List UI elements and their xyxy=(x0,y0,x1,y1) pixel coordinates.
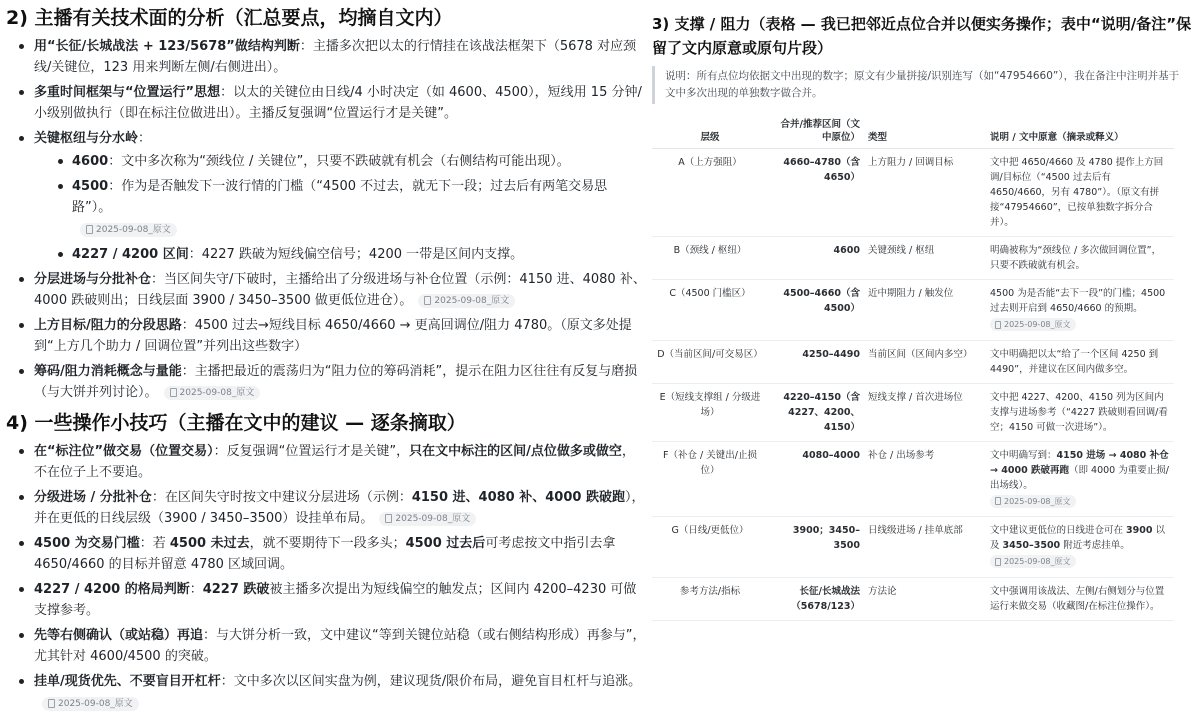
cell-range: 4250–4490 xyxy=(768,340,864,383)
list-item xyxy=(16,361,646,403)
cell-range: 4500–4660（含 4500） xyxy=(768,280,864,341)
cell-desc-text: 文中建议更低位的日线进仓可在 xyxy=(990,525,1127,536)
cell-level: A（上方强阻） xyxy=(652,149,768,237)
item-text: ： xyxy=(138,131,152,146)
item-bold: 4600 xyxy=(72,154,109,169)
section-2-heading: 2) 主播有关技术面的分析（汇总要点，均摘自文内） xyxy=(6,7,453,29)
item-bold: 在“标注位”做交易（位置交易） xyxy=(34,444,214,459)
source-chip[interactable] xyxy=(379,512,476,526)
cell-desc-text: 以及 xyxy=(990,525,1166,551)
section-3-note: 说明：所有点位均依据文中出现的数字；原文有少量拼接/识别连写（如“47954660”），我在备注中注明并基于文中多次出现的单独数字做合并。 xyxy=(652,66,1192,104)
left-column xyxy=(6,0,646,718)
item-text: ），并在更低的日线层级（3900 / 3450–3500）设挂单布局。 xyxy=(34,490,645,526)
cell-range: 4220–4150（含 4227、4200、4150） xyxy=(768,383,864,441)
cell-desc-bold: 4150 进场 → 4080 补仓 → 4000 跌破再跑 xyxy=(990,449,1169,476)
sub-item xyxy=(54,151,646,172)
cell-type: 当前区间（区间内多空） xyxy=(864,340,986,383)
column-header-type: 类型 xyxy=(864,114,986,149)
cell-type: 短线支撑 / 首次进场位 xyxy=(864,383,986,441)
item-bold: 关键枢纽与分水岭 xyxy=(34,131,139,146)
cell-desc xyxy=(986,280,1174,341)
item-text: ，就不要期待下一段多头； xyxy=(249,536,406,551)
item-bold: 分层进场与分批补仓 xyxy=(34,272,152,287)
item-text: ：以太的关键位由日线/4 小时决定（如 4600、4500），短线用 15 分钟/小级别做执行（即在标注位做进出）。主播反复强调“位置运行才是关键”。 xyxy=(34,85,642,121)
item-text: ：4500 过去→短线目标 4650/4660 → 更高回调位/阻力 4780。（原文多处提到“上方几个助力 / 回调位置”并列出这些数字） xyxy=(34,318,632,354)
cell-desc-bold: 3450–3500 xyxy=(1002,540,1061,551)
item-text: ：文中多次以区间实盘为例，建议现货/限价布局，避免盲目杠杆与追涨。 xyxy=(220,674,642,689)
cell-type: 关键颈线 / 枢纽 xyxy=(864,237,986,280)
item-text: ：当区间失守/下破时，主播给出了分级进场与补仓位置（示例：4150 进、4080 补、4000 跌破则出；日线层面 3900 / 3450–3500 做更低位进仓）。 xyxy=(34,272,646,308)
table-row xyxy=(652,149,1174,237)
cell-range: 4600 xyxy=(768,237,864,280)
document-icon xyxy=(170,388,177,397)
item-text: ：4227 跌破为短线偏空信号；4200 一带是区间内支撑。 xyxy=(188,247,524,262)
cell-desc xyxy=(986,441,1174,517)
section-4-heading: 4) 一些操作小技巧（主播在文中的建议 — 逐条摘取） xyxy=(6,412,466,434)
sub-list xyxy=(34,151,646,265)
cell-desc-text: 4500 为是否能“去下一段”的门槛；4500 过去则开启到 4650/4660 的预期。 xyxy=(990,288,1166,314)
document-icon xyxy=(424,296,431,305)
list-item xyxy=(16,671,646,714)
source-chip[interactable] xyxy=(80,223,177,237)
item-bold: 分级进场 / 分批补仓 xyxy=(34,490,152,505)
cell-desc: 文中把 4227、4200、4150 列为区间内支撑与进场参考（“4227 跌破则看回调/看空；4150 可做一次进场”）。 xyxy=(986,383,1174,441)
cell-level: E（短线支撑组 / 分级进场） xyxy=(652,383,768,441)
cell-level: 参考方法/指标 xyxy=(652,577,768,620)
section-3-heading: 3) 支撑 / 阻力（表格 — 我已把邻近点位合并以便实务操作；表中“说明/备注”保留了文内原意或原句片段） xyxy=(652,15,1192,57)
chip-line xyxy=(74,219,646,240)
cell-type: 近中期阻力 / 触发位 xyxy=(864,280,986,341)
item-text: ：若 xyxy=(139,536,170,551)
document-icon xyxy=(385,514,392,523)
source-chip-label: 2025-09-08_原文 xyxy=(96,224,171,235)
list-item xyxy=(16,533,646,575)
item-bold: 4500 xyxy=(72,179,109,194)
list-item xyxy=(16,269,646,311)
cell-range: 长征/长城战法（5678/123） xyxy=(768,577,864,620)
document-icon xyxy=(48,699,55,708)
item-text: ：主播多次把以太的行情挂在该战法框架下（5678 对应颈线/关键位，123 用来判断左侧/右侧进出）。 xyxy=(34,39,637,75)
item-bold: 上方目标/阻力的分段思路 xyxy=(34,318,182,333)
item-bold: 先等右侧确认（或站稳）再追 xyxy=(34,628,204,643)
source-chip[interactable] xyxy=(990,318,1076,331)
source-chip-label: 2025-09-08_原文 xyxy=(395,513,471,524)
document-icon xyxy=(995,497,1001,505)
item-text: ：与大饼分析一致，文中建议“等到关键位站稳（或右侧结构形成）再参与”，尤其针对 4600/4500 的突破。 xyxy=(34,628,646,664)
cell-range: 4080–4000 xyxy=(768,441,864,517)
source-chip[interactable] xyxy=(42,697,139,711)
cell-level: G（日线/更低位） xyxy=(652,517,768,578)
cell-level: F（补仓 / 关键出/止损位） xyxy=(652,441,768,517)
section-2-list xyxy=(6,36,646,403)
cell-desc: 文中明确把以太“给了一个区间 4250 到 4490”，并建议在区间内做多空。 xyxy=(986,340,1174,383)
item-text: ：主播把最近的震荡归为“阻力位的筹码消耗”，提示在阻力区往往有反复与磨损（与大饼并列讨论）。 xyxy=(34,364,638,400)
cell-desc-text: 文中明确写到： xyxy=(990,449,1057,461)
chip-line xyxy=(36,693,646,714)
cell-level: C（4500 门槛区） xyxy=(652,280,768,341)
cell-desc: 文中强调用该战法、左侧/右侧划分与位置运行来做交易（收藏图/在标注位操作）。 xyxy=(986,577,1174,620)
right-column xyxy=(652,0,1192,621)
cell-desc-bold: 3900 xyxy=(1126,525,1153,536)
source-chip[interactable] xyxy=(164,386,261,400)
cell-desc: 明确被称为“颈线位 / 多次做回调位置”，只要不跌破就有机会。 xyxy=(986,237,1174,280)
cell-type: 上方阻力 / 回调目标 xyxy=(864,149,986,237)
source-chip-label: 2025-09-08_原文 xyxy=(434,295,510,306)
document-icon xyxy=(86,225,93,234)
source-chip-label: 2025-09-08_原文 xyxy=(179,387,255,398)
list-item xyxy=(16,315,646,357)
support-resistance-table xyxy=(652,114,1174,621)
item-bold: 4150 进、4080 补、4000 跌破跑 xyxy=(411,490,625,505)
table-row xyxy=(652,237,1174,280)
section-4-list xyxy=(6,441,646,714)
item-bold: 多重时间框架与“位置运行”思想 xyxy=(34,85,221,100)
cell-desc-text: （即 4000 为重要止损/出场线）。 xyxy=(990,464,1169,491)
item-bold: 4227 / 4200 区间 xyxy=(72,247,189,262)
column-header-level: 层级 xyxy=(652,114,768,149)
list-item xyxy=(16,441,646,483)
list-item xyxy=(16,128,646,265)
table-row xyxy=(652,280,1174,341)
cell-level: D（当前区间/可交易区） xyxy=(652,340,768,383)
table-row xyxy=(652,383,1174,441)
source-chip-label: 2025-09-08_原文 xyxy=(1004,320,1071,329)
cell-level: B（颈线 / 枢纽） xyxy=(652,237,768,280)
item-bold: 筹码/阻力消耗概念与量能 xyxy=(34,364,182,379)
list-item xyxy=(16,579,646,621)
table-row xyxy=(652,340,1174,383)
list-item xyxy=(16,487,646,529)
item-text: ，不在位子上不要追。 xyxy=(34,444,635,480)
list-item xyxy=(16,625,646,667)
cell-desc xyxy=(986,517,1174,578)
item-bold: 4500 过去后 xyxy=(405,536,486,551)
item-text: 被主播多次提出为短线偏空的触发点；区间内 4200–4230 可做支撑参考。 xyxy=(34,582,637,618)
item-text: 可考虑按文中指引去拿 4650/4660 的目标并留意 4780 区域回调。 xyxy=(34,536,616,572)
document-icon xyxy=(995,558,1001,566)
source-chip[interactable] xyxy=(418,294,515,308)
column-header-range: 合并/推荐区间（文中原位） xyxy=(768,114,864,149)
table-header-row xyxy=(652,114,1174,149)
cell-desc: 文中把 4650/4660 及 4780 提作上方回调/目标位（“4500 过去后有 4650/4660，另有 4780”）。（原文有拼接“47954660”，已按单独数字拆分合并）。 xyxy=(986,149,1174,237)
sub-item xyxy=(54,176,646,240)
cell-range: 4660–4780（含 4650） xyxy=(768,149,864,237)
table-row xyxy=(652,577,1174,620)
list-item xyxy=(16,82,646,124)
item-bold: 用“长征/长城战法 + 123/5678”做结构判断 xyxy=(34,39,300,54)
item-bold: 4500 为交易门槛 xyxy=(34,536,140,551)
item-bold: 4227 跌破 xyxy=(202,582,270,597)
cell-desc-text: 附近考虑挂单。 xyxy=(1060,540,1130,551)
list-item xyxy=(16,36,646,78)
item-text: ：作为是否触发下一波行情的门槛（“4500 不过去，就无下一段；过去后有两笔交易思路”）。 xyxy=(72,179,608,215)
item-bold: 只在文中标注的区间/点位做多或做空 xyxy=(409,444,622,459)
cell-type: 日线级进场 / 挂单底部 xyxy=(864,517,986,578)
cell-type: 方法论 xyxy=(864,577,986,620)
sub-item xyxy=(54,244,646,265)
source-chip[interactable] xyxy=(990,495,1076,508)
source-chip[interactable] xyxy=(990,555,1076,568)
source-chip-label: 2025-09-08_原文 xyxy=(58,698,133,709)
item-bold: 4227 / 4200 的格局判断 xyxy=(34,582,190,597)
document-icon xyxy=(995,321,1001,329)
item-bold: 挂单/现货优先、不要盲目开杠杆 xyxy=(34,674,221,689)
column-header-desc: 说明 / 文中原意（摘录或释义） xyxy=(986,114,1174,149)
item-text: ：在区间失守时按文中建议分层进场（示例： xyxy=(151,490,412,505)
item-bold: 4500 未过去 xyxy=(169,536,250,551)
table-row xyxy=(652,441,1174,517)
table-row xyxy=(652,517,1174,578)
cell-type: 补仓 / 出场参考 xyxy=(864,441,986,517)
source-chip-label: 2025-09-08_原文 xyxy=(1004,496,1071,506)
source-chip-label: 2025-09-08_原文 xyxy=(1004,557,1071,566)
cell-range: 3900；3450–3500 xyxy=(768,517,864,578)
item-text: ：文中多次称为“颈线位 / 关键位”，只要不跌破就有机会（右侧结构可能出现）。 xyxy=(108,154,570,169)
item-text: ：反复强调“位置运行才是关键”， xyxy=(213,444,410,459)
item-text: ： xyxy=(189,582,203,597)
